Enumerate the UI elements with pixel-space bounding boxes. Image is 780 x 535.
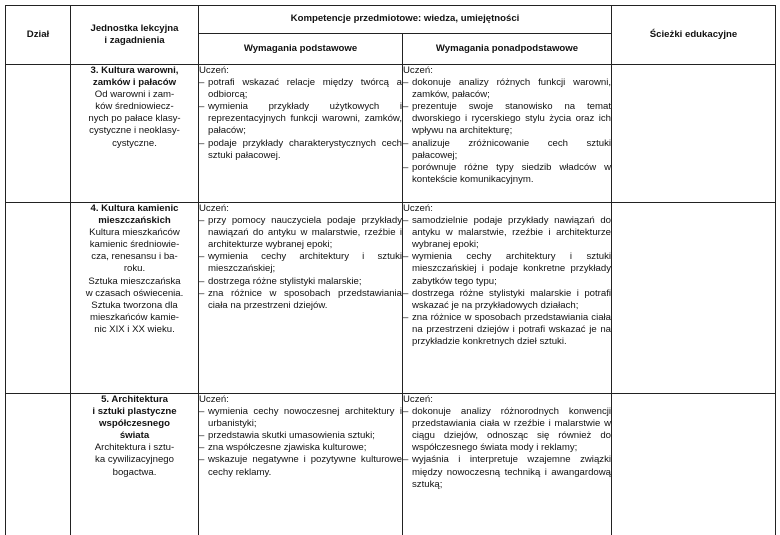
requirement-text: przy pomocy nauczyciela podaje przykłady nawiązań do antyku w malarstwie, rzeźbie i architekturze wybranej epoki; bbox=[208, 215, 402, 250]
bullet-dash-icon: – bbox=[403, 288, 408, 300]
topic-cell bbox=[71, 65, 199, 203]
requirement-item bbox=[199, 215, 402, 251]
requirement-text: podaje przykłady charakterystycznych cech sztuki pałacowej. bbox=[208, 138, 402, 161]
header-wymagania-ponadpodstawowe: Wymagania ponadpodstawowe bbox=[403, 33, 612, 64]
topic-text-line: cystyczne i neoklasy- bbox=[71, 125, 198, 137]
bullet-dash-icon: – bbox=[403, 77, 408, 89]
topic-title-line: 3. Kultura warowni, bbox=[71, 65, 198, 77]
requirement-item bbox=[199, 406, 402, 430]
requirements-list bbox=[199, 406, 402, 479]
requirement-item bbox=[403, 162, 611, 186]
requirement-item bbox=[403, 288, 611, 312]
bullet-dash-icon: – bbox=[403, 406, 408, 418]
requirement-text: dokonuje analizy różnorodnych konwencji przedstawiania ciała w rzeźbie i malarstwie w ciągu dziejów, odnosząc się również do współczesnego świata mody i reklamy; bbox=[412, 406, 611, 453]
sciezki-cell bbox=[612, 394, 776, 535]
bullet-dash-icon: – bbox=[403, 454, 408, 466]
topic-text-line: mieszkańców kamie- bbox=[71, 312, 198, 324]
bullet-dash-icon: – bbox=[199, 454, 204, 466]
topic-text-line: ków średniowiecz- bbox=[71, 101, 198, 113]
requirement-text: dokonuje analizy różnych funkcji warowni, zamków, pałaców; bbox=[412, 77, 611, 100]
advanced-requirements-cell bbox=[403, 394, 612, 535]
requirements-intro: Uczeń: bbox=[403, 65, 611, 77]
bullet-dash-icon: – bbox=[199, 251, 204, 263]
requirement-item bbox=[199, 101, 402, 137]
advanced-requirements-cell bbox=[403, 203, 612, 394]
bullet-dash-icon: – bbox=[199, 138, 204, 150]
requirement-item bbox=[199, 288, 402, 312]
requirement-text: zna różnice w sposobach przedstawiania ciała na przestrzeni dziejów i potrafi wskazać je na przykładzie konkretnych dzieł sztuki. bbox=[412, 312, 611, 347]
requirements-intro: Uczeń: bbox=[199, 65, 402, 77]
header-dzial: Dział bbox=[6, 6, 71, 65]
requirement-text: samodzielnie podaje przykłady nawiązań do antyku w malarstwie, rzeźbie i architekturze wybranej epoki; bbox=[412, 215, 611, 250]
requirement-item bbox=[403, 454, 611, 490]
basic-requirements-cell bbox=[199, 203, 403, 394]
topic-text-line: ka cywilizacyjnego bbox=[71, 454, 198, 466]
requirement-text: prezentuje swoje stanowisko na temat dworskiego i rycerskiego stylu życia oraz ich wpływu na architekturę; bbox=[412, 101, 611, 136]
requirement-text: przedstawia skutki umasowienia sztuki; bbox=[208, 430, 375, 441]
requirements-list bbox=[403, 406, 611, 491]
topic-text-line: nych po pałace klasy- bbox=[71, 113, 198, 125]
bullet-dash-icon: – bbox=[199, 215, 204, 227]
topic-text-line: cza, renesansu i ba- bbox=[71, 251, 198, 263]
bullet-dash-icon: – bbox=[199, 276, 204, 288]
requirement-item bbox=[403, 251, 611, 287]
requirement-item bbox=[403, 138, 611, 162]
dzial-cell bbox=[6, 203, 71, 394]
requirement-text: wymienia cechy nowoczesnej architektury i urbanistyki; bbox=[208, 406, 402, 429]
dzial-cell bbox=[6, 65, 71, 203]
requirement-text: wymienia przykłady użytkowych i reprezentacyjnych funkcji warowni, zamków, pałaców; bbox=[208, 101, 402, 136]
table-row bbox=[6, 65, 776, 203]
table-row bbox=[6, 394, 776, 535]
requirement-item bbox=[199, 276, 402, 288]
requirement-text: wymienia cechy architektury i sztuki mieszczańskiej; bbox=[208, 251, 402, 274]
requirement-item bbox=[199, 138, 402, 162]
requirements-list bbox=[199, 77, 402, 162]
bullet-dash-icon: – bbox=[403, 162, 408, 174]
requirement-text: wyjaśnia i interpretuje wzajemne związki między nowoczesną techniką i awangardową sztuką; bbox=[412, 454, 611, 489]
dzial-cell bbox=[6, 394, 71, 535]
requirement-item bbox=[403, 101, 611, 137]
requirements-intro: Uczeń: bbox=[403, 203, 611, 215]
bullet-dash-icon: – bbox=[199, 406, 204, 418]
bullet-dash-icon: – bbox=[403, 215, 408, 227]
requirement-text: wymienia cechy architektury i sztuki mieszczańskiej i podaje konkretne przykłady zabytków tego typu; bbox=[412, 251, 611, 286]
requirements-list bbox=[403, 215, 611, 348]
requirements-intro: Uczeń: bbox=[199, 203, 402, 215]
requirement-text: dostrzega różne stylistyki malarskie i potrafi wskazać je na przykładowych działach; bbox=[412, 288, 611, 311]
topic-title-line: świata bbox=[71, 430, 198, 442]
requirement-text: zna współczesne zjawiska kulturowe; bbox=[208, 442, 366, 453]
requirements-list bbox=[403, 77, 611, 186]
header-kompetencje: Kompetencje przedmiotowe: wiedza, umiejętności bbox=[199, 6, 612, 34]
topic-title-line: współczesnego bbox=[71, 418, 198, 430]
topic-cell bbox=[71, 203, 199, 394]
topic-text-line: roku. bbox=[71, 263, 198, 275]
bullet-dash-icon: – bbox=[199, 288, 204, 300]
bullet-dash-icon: – bbox=[199, 442, 204, 454]
requirement-text: zna różnice w sposobach przedstawiania ciała na przestrzeni dziejów. bbox=[208, 288, 402, 311]
topic-text-line: Architektura i sztu- bbox=[71, 442, 198, 454]
topic-text-line: w czasach oświecenia. bbox=[71, 288, 198, 300]
topic-text-line: bogactwa. bbox=[71, 467, 198, 479]
requirement-item bbox=[403, 77, 611, 101]
topic-cell bbox=[71, 394, 199, 535]
topic-text-line: Kultura mieszkańców bbox=[71, 227, 198, 239]
sciezki-cell bbox=[612, 203, 776, 394]
curriculum-table bbox=[5, 5, 776, 535]
requirement-text: potrafi wskazać relacje między twórcą a odbiorcą; bbox=[208, 77, 402, 100]
requirement-item bbox=[199, 442, 402, 454]
bullet-dash-icon: – bbox=[403, 138, 408, 150]
requirement-item bbox=[403, 312, 611, 348]
topic-text-line: Od warowni i zam- bbox=[71, 89, 198, 101]
topic-title-line: zamków i pałaców bbox=[71, 77, 198, 89]
advanced-requirements-cell bbox=[403, 65, 612, 203]
requirement-item bbox=[199, 77, 402, 101]
requirement-item bbox=[199, 430, 402, 442]
header-jednostka: Jednostka lekcyjna i zagadnienia bbox=[71, 6, 199, 65]
requirement-text: porównuje różne typy siedzib władców w kontekście komunikacyjnym. bbox=[412, 162, 611, 185]
basic-requirements-cell bbox=[199, 394, 403, 535]
bullet-dash-icon: – bbox=[403, 101, 408, 113]
bullet-dash-icon: – bbox=[403, 312, 408, 324]
requirement-text: wskazuje negatywne i pozytywne kulturowe cechy reklamy. bbox=[208, 454, 402, 477]
topic-text-line: Sztuka tworzona dla bbox=[71, 300, 198, 312]
bullet-dash-icon: – bbox=[199, 430, 204, 442]
header-sciezki: Ścieżki edukacyjne bbox=[612, 6, 776, 65]
header-wymagania-podstawowe: Wymagania podstawowe bbox=[199, 33, 403, 64]
requirement-item bbox=[403, 215, 611, 251]
table-row bbox=[6, 203, 776, 394]
topic-title-line: i sztuki plastyczne bbox=[71, 406, 198, 418]
requirement-text: analizuje zróżnicowanie cech sztuki pałacowej; bbox=[412, 138, 611, 161]
topic-title-line: 4. Kultura kamienic bbox=[71, 203, 198, 215]
topic-text-line: Sztuka mieszczańska bbox=[71, 276, 198, 288]
requirement-item bbox=[403, 406, 611, 454]
requirement-text: dostrzega różne stylistyki malarskie; bbox=[208, 276, 362, 287]
topic-text-line: cystyczne. bbox=[71, 138, 198, 150]
topic-text-line: nic XIX i XX wieku. bbox=[71, 324, 198, 336]
topic-text-line: kamienic średniowie- bbox=[71, 239, 198, 251]
sciezki-cell bbox=[612, 65, 776, 203]
bullet-dash-icon: – bbox=[199, 101, 204, 113]
requirements-list bbox=[199, 215, 402, 312]
requirements-intro: Uczeń: bbox=[403, 394, 611, 406]
bullet-dash-icon: – bbox=[199, 77, 204, 89]
requirements-intro: Uczeń: bbox=[199, 394, 402, 406]
topic-title-line: 5. Architektura bbox=[71, 394, 198, 406]
basic-requirements-cell bbox=[199, 65, 403, 203]
topic-title-line: mieszczańskich bbox=[71, 215, 198, 227]
bullet-dash-icon: – bbox=[403, 251, 408, 263]
requirement-item bbox=[199, 251, 402, 275]
requirement-item bbox=[199, 454, 402, 478]
